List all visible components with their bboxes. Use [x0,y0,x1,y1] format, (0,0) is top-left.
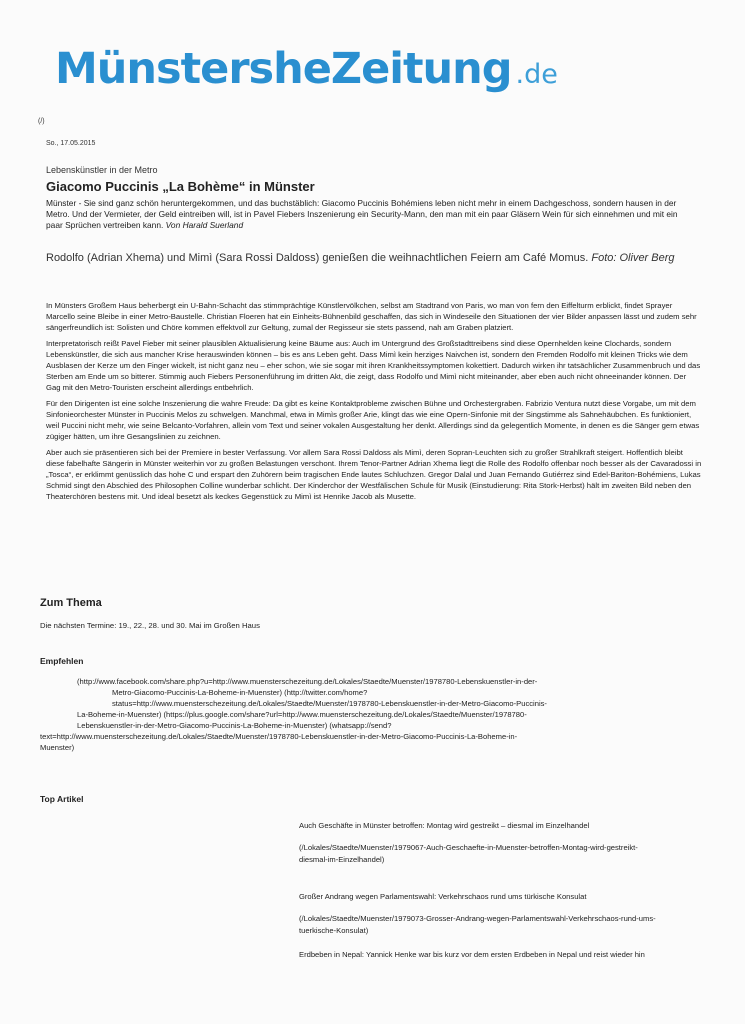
share-links[interactable] [40,676,700,753]
top-article-title[interactable]: Erdbeben in Nepal: Yannick Henke war bis kurz vor dem ersten Erdbeben in Nepal und reist wieder hin [299,950,645,959]
site-logo[interactable] [55,44,558,94]
article-date: So., 17.05.2015 [46,140,96,147]
share-link-line[interactable]: Metro-Giacomo-Puccinis-La-Boheme-in-Muenster) (http://twitter.com/home? [112,688,368,697]
home-link[interactable]: (/) [38,118,45,125]
article-title: Giacomo Puccinis „La Bohème“ in Münster [46,179,315,194]
top-article-title[interactable]: Großer Andrang wegen Parlamentswahl: Verkehrschaos rund ums türkische Konsulat [299,892,587,901]
top-article-link[interactable]: (/Lokales/Staedte/Muenster/1979073-Grosser-Andrang-wegen-Parlamentswahl-Verkehrschaos-rund-ums-tuerkische-Konsulat) [299,914,656,935]
share-link-line[interactable]: text=http://www.muensterschezeitung.de/Lokales/Staedte/Muenster/1978780-Lebenskuenstler-in-der-Metro-Giacomo-Puccinis-La-Boheme-in- [40,732,518,741]
logo-tld: .de [515,59,558,90]
article-paragraph: Interpretatorisch reißt Pavel Fieber mit seiner plausiblen Aktualisierung keine Bäume aus: Auch im Untergrund des Großstadttreibens sind diese Opernhelden keine Clochards, sondern Lebenskünstler, die sich aus mancher Krise herauswinden können – bis es ans Leben geht. Dass Mimì kein herziges Naivchen ist, sondern den Fremden Rodolfo mit kleinen Tricks wie dem Ausblasen der Kerze um den Finger wickelt, ist nicht ganz neu – eher schon, wie sie sogar mit ihren Krankheitssymptomen kokettiert. Dadurch wirken ihr tatsächlicher Zusammenbruch und das Sterben am Ende um so bitterer. Stimmig auch Fiebers Personenführung im dritten Akt, die zeigt, dass Rodolfo und Mimì nicht miteinander, aber eben auch nicht ohneeinander können. Der Gag mit den Metro-Touristen erscheint allerdings entbehrlich. [46,339,701,392]
article-author: Von Harald Suerland [165,220,244,230]
article-kicker: Lebenskünstler in der Metro [46,165,158,175]
caption-text: Rodolfo (Adrian Xhema) und Mimì (Sara Rossi Daldoss) genießen die weihnachtlichen Feiern am Café Momus. [46,252,589,264]
article-paragraph: Aber auch sie präsentieren sich bei der Premiere in bester Verfassung. Vor allem Sara Rossi Daldoss als Mimì, deren Sopran-Leuchten sich zu großer Strahlkraft steigert. Hoffentlich bleibt diese fabelhafte Sängerin in Münster weiterhin vor zu großen Belastungen verschont. Ihrem Tenor-Partner Adrian Xhema liegt die Rolle des Rodolfo offenbar noch besser als der Cavaradossi in „Tosca“, er erklimmt genüsslich das hohe C und erspart den Zuhörern beim tragischen Ende lautes Schluchzen. Gregor Dalal und Juan Fernando Gutiérrez sind Edel-Bariton-Bohémiens, Lukas Schmid singt den Abschied des Philosophen Colline wunderbar schlicht. Der Kinderchor der Westfälischen Schule für Musik (Einstudierung: Rita Stork-Herbst) hält im zweiten Bild neben den Theaterchören bestens mit. Und ideal besetzt als keckes Gegenstück zu Mimì ist Henrike Jacob als Musette. [46,448,702,501]
top-article-title[interactable]: Auch Geschäfte in Münster betroffen: Montag wird gestreikt – diesmal im Einzelhandel [299,821,590,830]
share-link-line[interactable]: Lebenskuenstler-in-der-Metro-Giacomo-Puccinis-La-Boheme-in-Muenster) (whatsapp://send? [77,721,392,730]
share-link-line[interactable]: status=http://www.muensterschezeitung.de/Lokales/Staedte/Muenster/1978780-Lebenskuenstler-in-der-Metro-Giacomo-Puccinis- [112,699,547,708]
share-link-line[interactable]: Muenster) [40,743,75,752]
logo-wordmark: MünstersheZeitung [55,44,512,94]
share-link-line[interactable]: La-Boheme-in-Muenster) (https://plus.google.com/share?url=http://www.muensterschezeitung.de/Lokales/Staedte/Muenster/1978780- [77,710,527,719]
top-artikel-heading: Top Artikel [40,794,84,804]
top-article-link[interactable]: (/Lokales/Staedte/Muenster/1979067-Auch-Geschaefte-in-Muenster-betroffen-Montag-wird-gestreikt-diesmal-im-Einzelhandel) [299,843,638,864]
article-body [46,300,702,502]
caption-credit: Foto: Oliver Berg [591,252,675,264]
zum-thema-heading: Zum Thema [40,597,102,609]
article-lead [46,198,696,231]
empfehlen-heading: Empfehlen [40,656,84,666]
article-paragraph: Für den Dirigenten ist eine solche Inszenierung die wahre Freude: Da gibt es keine Kontaktprobleme zwischen Bühne und Orchestergraben. Fabrizio Ventura nutzt diese Vorgabe, um mit dem Sinfonieorchester Münster in Puccinis Melos zu schwelgen. Manchmal, etwa in Mimìs großer Arie, klingt das wie eine Opern-Sinfonie mit der Singstimme als Sahnehäubchen. Es funktioniert, weil Puccini nicht mehr, wie seine Belcanto-Vorfahren, allein vom Text und seiner vokalen Ausgestaltung her denkt. Allerdings sind da gelegentlich Momente, in denen es die Sänger gern etwas zügiger hätten, um ihre Gesangslinien zu zeichnen. [46,399,700,441]
image-caption [46,252,696,264]
lead-text: Münster - Sie sind ganz schön heruntergekommen, und das buchstäblich: Giacomo Puccinis Bohémiens leben nicht mehr in einem Dachgeschoss, sondern hausen in der Metro. Und der Vermieter, der Geld eintreiben will, ist in Pavel Fiebers Inszenierung ein Security-Mann, den man mit ein paar Gläsern Wein für sich einnehmen und mit ein paar Sprüchen vertreiben kann. [46,198,678,230]
zum-thema-text: Die nächsten Termine: 19., 22., 28. und 30. Mai im Großen Haus [40,621,260,630]
article-paragraph: In Münsters Großem Haus beherbergt ein U-Bahn-Schacht das stimmprächtige Künstlervölkchen, selbst am Stadtrand von Paris, wo man von fern den Eiffelturm erblickt, findet Sprayer Marcello seine Bleibe in einer Metro-Baustelle. Christian Floeren hat ein Einheits-Bühnenbild geschaffen, das sich in Windeseile den Situationen der vier Bilder anpassen lässt und zudem sehr sängerfreundlich ist: Solisten und Chöre kommen effektvoll zur Geltung, zumal der Regisseur sie stets passend, nah am Graben platziert. [46,301,697,332]
share-link-line[interactable]: (http://www.facebook.com/share.php?u=http://www.muensterschezeitung.de/Lokales/Staedte/Muenster/1978780-Lebenskuenstler-in-der- [77,677,538,686]
